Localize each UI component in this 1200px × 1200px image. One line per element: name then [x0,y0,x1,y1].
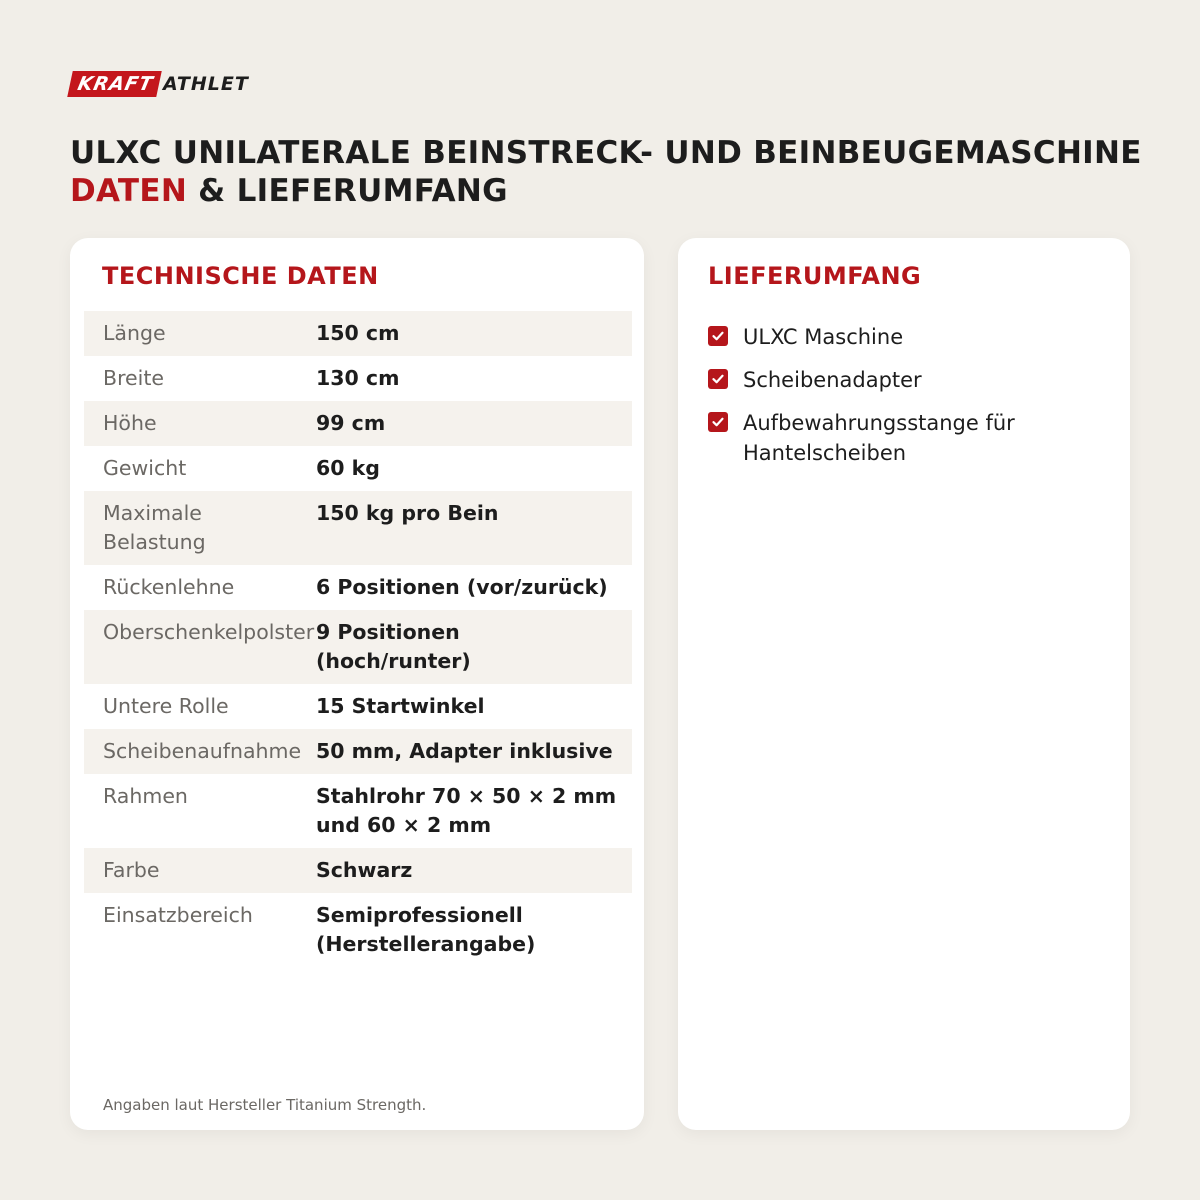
spec-label: Rahmen [103,784,188,808]
scope-list [708,322,1108,481]
spec-label: Höhe [103,411,157,435]
title-line-2: & LIEFERUMFANG [187,173,508,209]
technical-data-title: TECHNISCHE DATEN [102,262,379,290]
spec-label: Gewicht [103,456,187,480]
spec-row [84,356,632,401]
spec-value: 150 cm [316,321,400,345]
list-item [708,322,1108,352]
spec-row [84,565,632,610]
spec-row [84,446,632,491]
spec-value: Schwarz [316,858,413,882]
spec-label: Farbe [103,858,160,882]
spec-row [84,684,632,729]
logo-athlet: ATHLET [163,73,249,95]
spec-label: Maximale Belastung [103,501,206,554]
spec-label: Rückenlehne [103,575,235,599]
spec-label: Einsatzbereich [103,903,253,927]
title-accent: DATEN [70,173,188,209]
spec-value: 50 mm, Adapter inklusive [316,739,613,763]
spec-row [84,848,632,893]
spec-label: Oberschenkelpolster [103,620,315,644]
spec-row [84,491,632,565]
spec-label: Untere Rolle [103,694,229,718]
scope-of-delivery-card [678,238,1130,1130]
spec-value: 6 Positionen (vor/zurück) [316,575,608,599]
checkbox-checked-icon [708,326,728,346]
list-item [708,408,1108,468]
spec-value: 60 kg [316,456,380,480]
spec-value: 99 cm [316,411,386,435]
spec-row [84,610,632,684]
spec-value: Stahlrohr 70 × 50 × 2 mm und 60 × 2 mm [316,784,617,837]
spec-table [84,311,632,967]
spec-label: Scheibenaufnahme [103,739,302,763]
title-line-1: ULXC UNILATERALE BEINSTRECK- UND BEINBEUGEMASCHINE [70,135,1142,171]
spec-value: Semiprofessionell (Herstellerangabe) [316,903,536,956]
spec-row [84,893,632,967]
spec-label: Länge [103,321,166,345]
brand-logo [70,70,249,98]
checkbox-checked-icon [708,369,728,389]
spec-row [84,774,632,848]
spec-value: 9 Positionen (hoch/runter) [316,620,471,673]
page-title [70,134,1150,210]
list-item-text: Scheibenadapter [743,368,922,392]
checkbox-checked-icon [708,412,728,432]
scope-of-delivery-title: LIEFERUMFANG [708,262,922,290]
technical-data-card [70,238,644,1130]
spec-row [84,729,632,774]
logo-kraft: KRAFT [67,71,162,97]
spec-row [84,311,632,356]
spec-label: Breite [103,366,164,390]
spec-value: 150 kg pro Bein [316,501,499,525]
source-footnote: Angaben laut Hersteller Titanium Strength. [103,1096,427,1114]
spec-value: 15 Startwinkel [316,694,485,718]
list-item-text: Aufbewahrungsstange für Hantelscheiben [743,411,1015,465]
list-item-text: ULXC Maschine [743,325,904,349]
spec-value: 130 cm [316,366,400,390]
spec-row [84,401,632,446]
list-item [708,365,1108,395]
